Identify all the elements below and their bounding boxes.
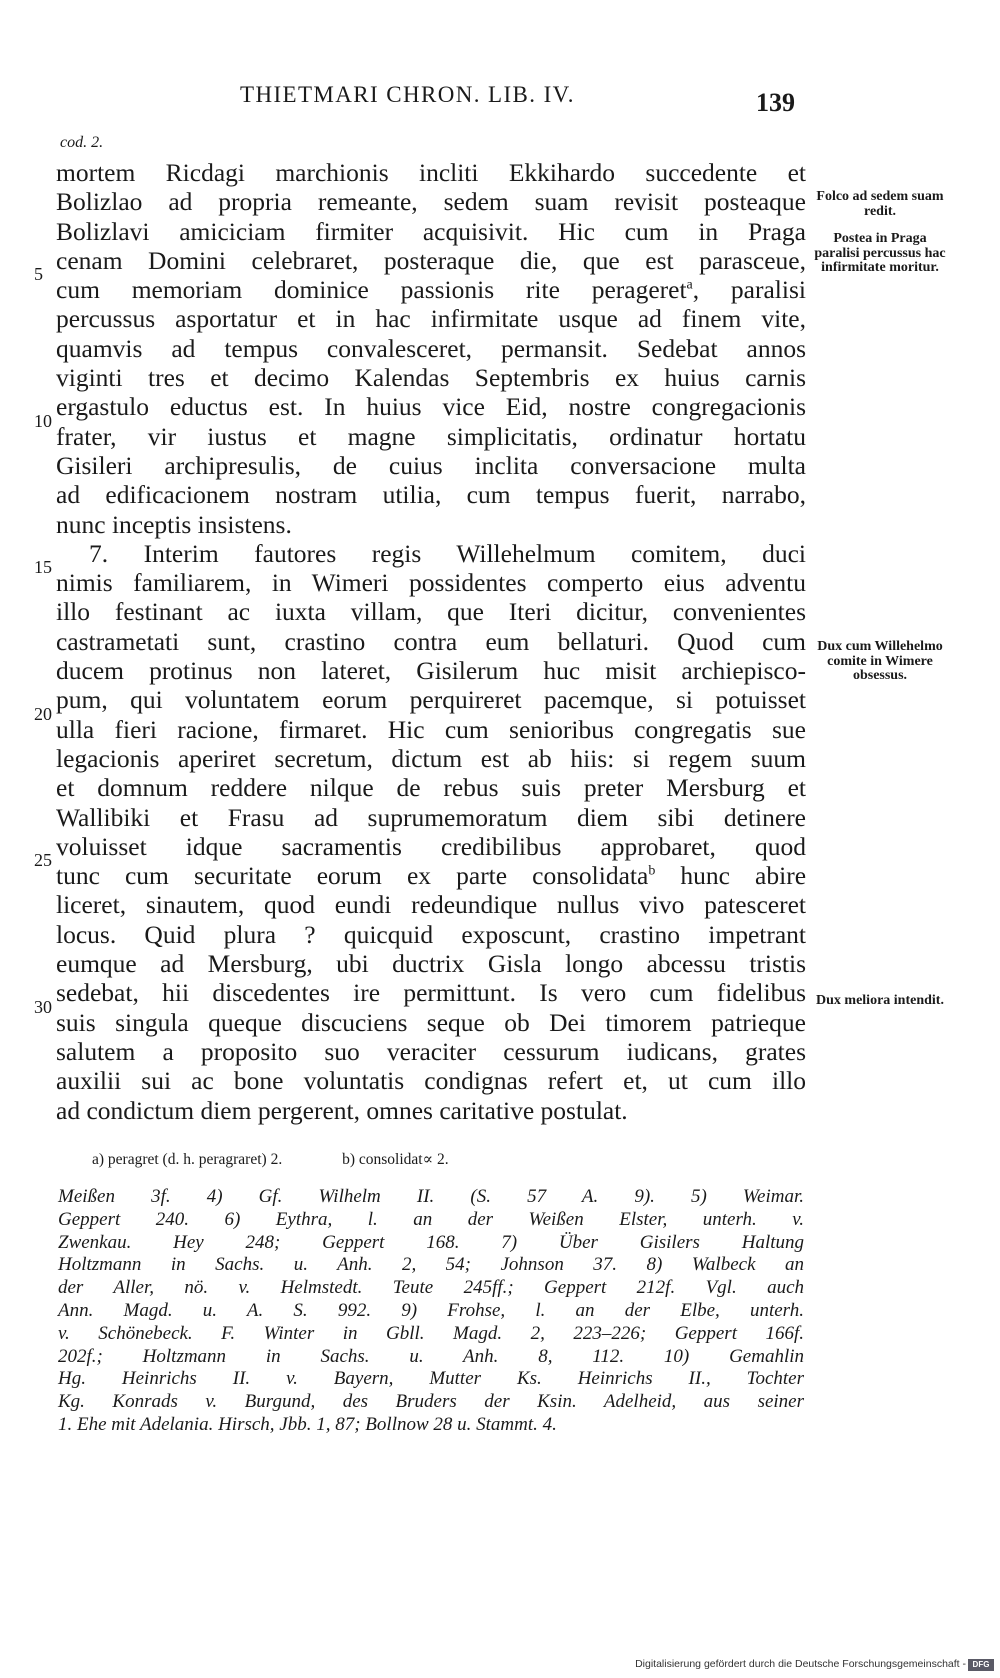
apparatus-note-a: a) peragret (d. h. peragraret) 2. — [92, 1151, 283, 1168]
text-line: Wallibiki et Frasu ad suprumemoratum diem sibi detinere — [56, 802, 806, 832]
footnotes — [58, 1186, 804, 1437]
footnote-line: Meißen 3f. 4) Gf. Wilhelm II. (S. 57 A. 9). 5) Weimar. — [58, 1186, 804, 1207]
footnote-line: Holtzmann in Sachs. u. Anh. 2, 54; Johnson 37. 8) Walbeck an — [58, 1254, 804, 1276]
running-head: THIETMARI CHRON. LIB. IV. — [240, 82, 575, 107]
text-line: ergastulo eductus est. In huius vice Eid, nostre congregacionis — [56, 392, 806, 422]
text-line: sedebat, hii discedentes ire permittunt. Is vero cum fidelibus — [56, 978, 806, 1008]
footnote-line: Zwenkau. Hey 248; Geppert 168. 7) Über Gisilers Haltung — [58, 1231, 804, 1253]
footnote-line: 202f.; Holtzmann in Sachs. u. Anh. 8, 112. 10) Gemahlin — [58, 1345, 804, 1367]
line-number: 30 — [34, 997, 52, 1017]
codex-siglum: cod. 2. — [60, 134, 104, 151]
margin-note: Dux meliora intendit. — [816, 993, 944, 1008]
footnote-line: Ann. Magd. u. A. S. 992. 9) Frohse, l. an der Elbe, unterh. — [58, 1299, 804, 1321]
line-number: 25 — [34, 850, 52, 870]
text-line: voluisset idque sacramentis credibilibus approbaret, quod — [56, 831, 806, 861]
footnote-line: 1. Ehe mit Adelania. Hirsch, Jbb. 1, 87; Bollnow 28 u. Stammt. 4. — [58, 1413, 557, 1435]
footnote-line: v. Schönebeck. F. Winter in Gbll. Magd. 2, 223–226; Geppert 166f. — [58, 1322, 804, 1344]
text-line: nimis familiarem, in Wimeri possidentes comperto eius adventu — [56, 568, 806, 598]
margin-note: Folco ad sedem suam redit. — [816, 189, 944, 219]
text-line: salutem a proposito suo veraciter cessurum iudicans, grates — [56, 1036, 806, 1066]
footnote-line: Kg. Konrads v. Burgund, des Bruders der Ksin. Adelheid, aus seiner — [58, 1391, 804, 1413]
text-line: nunc inceptis insistens. — [56, 509, 292, 539]
dfg-logo: DFG — [968, 1659, 994, 1671]
digitization-credit: Digitalisierung gefördert durch die Deutsche Forschungsgemeinschaft - — [635, 1658, 966, 1670]
line-number: 10 — [34, 411, 52, 431]
main-text — [56, 158, 806, 1125]
page-number: 139 — [756, 88, 795, 117]
margin-note: Dux cum Willehelmo comite in Wimere obsessus. — [817, 639, 943, 683]
text-line: ulla fieri racione, firmaret. Hic cum senioribus congregatis sue — [56, 714, 806, 744]
text-line: suis singula queque discuciens seque ob Dei timorem patrieque — [56, 1007, 806, 1037]
text-line: auxilii sui ac bone voluntatis condignas refert et, ut cum illo — [56, 1066, 806, 1096]
line-number: 20 — [34, 704, 52, 724]
text-line: locus. Quid plura ? quicquid exposcunt, crastino impetrant — [56, 919, 806, 949]
text-line: pum, qui voluntatem eorum perquireret pacemque, si potuisset — [56, 685, 806, 715]
text-line: percussus asportatur et in hac infirmitate usque ad finem vite, — [56, 304, 806, 334]
text-line: Bolizlavi amiciciam firmiter acquisivit. Hic cum in Praga — [56, 216, 806, 246]
text-line: ducem protinus non lateret, Gisilerum huc misit archiepisco- — [56, 656, 806, 686]
chapter-7-start: 7. Interim fautores regis Willehelmum comitem, duci — [89, 538, 806, 568]
text-line: quamvis ad tempus convalesceret, permansit. Sedebat annos — [56, 333, 806, 363]
critical-apparatus — [92, 1150, 505, 1169]
text-line: legacionis aperiret secretum, dictum est ab hiis: si regem suum — [56, 743, 806, 773]
text-line: eumque ad Mersburg, ubi ductrix Gisla longo abcessu tristis — [56, 949, 806, 979]
text-line: castrametati sunt, crastino contra eum bellaturi. Quod cum — [56, 626, 806, 656]
text-line-with-note-b: tunc cum securitate eorum ex parte consolidata$^b$ hunc abire — [56, 861, 807, 891]
margin-note: Postea in Praga paralisi percussus hac infirmitate moritur. — [814, 231, 946, 275]
text-line: cenam Domini celebraret, posteraque die, que est parasceue, — [56, 245, 806, 275]
text-line-with-note-a: cum memoriam dominice passionis rite perageret$^a$, paralisi — [56, 275, 806, 305]
text-line: viginti tres et decimo Kalendas Septembris ex huius carnis — [56, 363, 806, 393]
text-line: frater, vir iustus et magne simplicitatis, ordinatur hortatu — [56, 421, 806, 451]
text-line: mortem Ricdagi marchionis incliti Ekkihardo succedente et — [56, 158, 806, 187]
text-line: ad condictum diem pergerent, omnes caritative postulat. — [56, 1095, 628, 1125]
text-line: Gisileri archipresulis, de cuius inclita conversacione multa — [56, 450, 806, 480]
text-line: ad edificacionem nostram utilia, cum tempus fuerit, narrabo, — [56, 480, 806, 510]
footnote-line: Geppert 240. 6) Eythra, l. an der Weißen Elster, unterh. v. — [58, 1208, 804, 1230]
line-number: 15 — [34, 557, 52, 577]
footnote-line: der Aller, nö. v. Helmstedt. Teute 245ff.; Geppert 212f. Vgl. auch — [58, 1277, 804, 1299]
text-line: illo festinant ac iuxta villam, que Iteri dicitur, convenientes — [56, 597, 806, 627]
footnote-line: Hg. Heinrichs II. v. Bayern, Mutter Ks. Heinrichs II., Tochter — [58, 1368, 804, 1390]
apparatus-note-b: b) consolidat∝ 2. — [342, 1151, 449, 1168]
text-line: et domnum reddere nilque de rebus suis preter Mersburg et — [56, 773, 806, 803]
text-line: liceret, sinautem, quod eundi redeundique nullus vivo patesceret — [56, 890, 806, 920]
text-line: Bolizlao ad propria remeante, sedem suam revisit posteaque — [56, 187, 806, 217]
line-number: 5 — [34, 264, 43, 284]
